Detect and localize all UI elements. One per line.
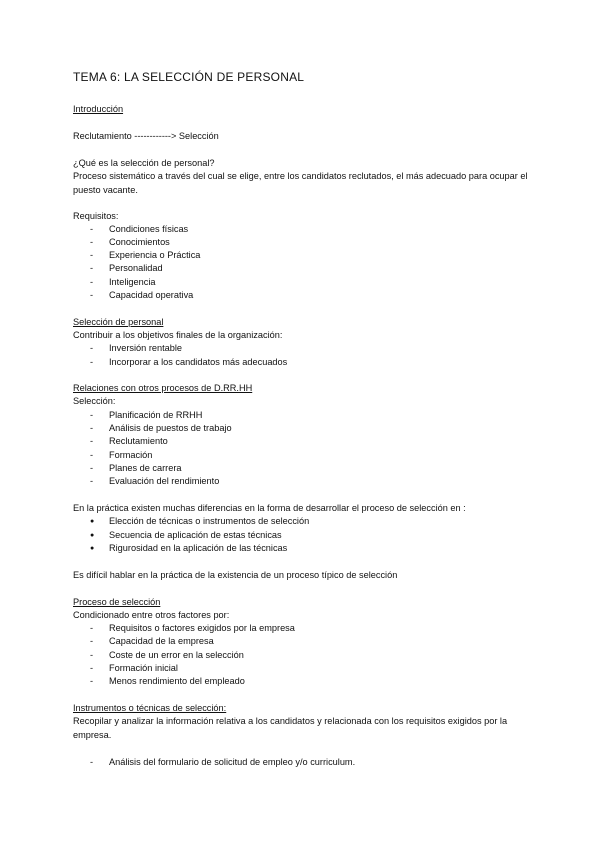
- seleccion-heading: Selección de personal: [73, 317, 164, 327]
- practica-text: En la práctica existen muchas diferencias en la forma de desarrollar el proceso de selección en :: [73, 503, 466, 513]
- dificil-text: Es difícil hablar en la práctica de la existencia de un proceso típico de selección: [73, 570, 398, 580]
- definition-answer: Proceso sistemático a través del cual se elige, entre los candidatos reclutados, el más adecuado para ocupar el puesto vacante.: [73, 171, 528, 195]
- page-title: TEMA 6: LA SELECCIÓN DE PERSONAL: [73, 70, 305, 84]
- proceso-heading: Proceso de selección: [73, 597, 161, 607]
- relaciones-heading: Relaciones con otros procesos de D.RR.HH: [73, 383, 253, 393]
- definition-question: ¿Qué es la selección de personal?: [73, 158, 215, 168]
- instrumentos-text: Recopilar y analizar la información relativa a los candidatos y relacionada con los requisitos exigidos por la empresa.: [73, 716, 508, 740]
- requisitos-label: Requisitos:: [73, 211, 119, 221]
- intro-heading: Introducción: [73, 104, 124, 114]
- seleccion-intro: Contribuir a los objetivos finales de la organización:: [73, 330, 283, 340]
- proceso-intro: Condicionado entre otros factores por:: [73, 610, 230, 620]
- instrumentos-heading: Instrumentos o técnicas de selección:: [73, 703, 227, 713]
- intro-flow: Reclutamiento ------------> Selección: [73, 131, 219, 141]
- relaciones-label: Selección:: [73, 396, 116, 406]
